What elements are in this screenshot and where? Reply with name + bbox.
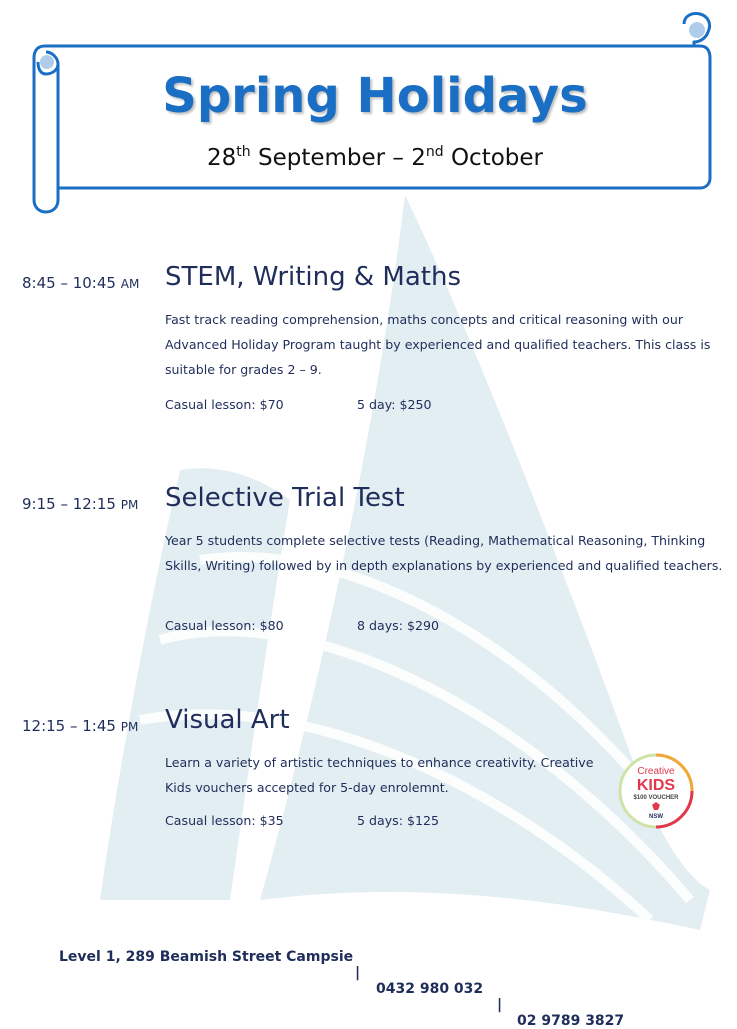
casual-price: Casual lesson: $80 — [165, 618, 284, 633]
session-time — [22, 495, 162, 513]
start-day: 28 — [207, 145, 237, 171]
session-selective — [0, 483, 737, 643]
creative-kids-badge — [617, 752, 695, 830]
footer-separator: | — [497, 997, 503, 1013]
footer-separator: | — [355, 965, 361, 981]
start-day-suffix: th — [236, 144, 251, 160]
badge-line1: Creative — [637, 766, 675, 777]
footer-phone-mobile[interactable]: 0432 980 032 — [376, 981, 484, 997]
session-title: STEM, Writing & Maths — [165, 262, 462, 292]
footer-phone-landline[interactable]: 02 9789 3827 — [517, 1013, 625, 1029]
start-month: September — [257, 145, 386, 171]
casual-price: Casual lesson: $35 — [165, 813, 284, 828]
session-ampm: AM — [120, 277, 140, 291]
session-title: Visual Art — [165, 705, 290, 735]
footer-contact — [0, 933, 737, 1029]
session-ampm: PM — [120, 720, 139, 734]
footer-address: Level 1, 289 Beamish Street Campsie — [59, 949, 354, 965]
casual-price: Casual lesson: $70 — [165, 397, 284, 412]
end-day: 2 — [411, 145, 426, 171]
session-ampm: PM — [120, 498, 139, 512]
end-day-suffix: nd — [425, 144, 444, 160]
session-description: Learn a variety of artistic techniques to enhance creativity. Creative Kids vouchers accepted for 5-day enrolemnt. — [165, 755, 594, 795]
session-time-range: 9:15 – 12:15 — [22, 495, 116, 513]
badge-line4: NSW — [649, 814, 663, 820]
date-separator: – — [392, 145, 404, 171]
page-title: Spring Holidays — [162, 68, 588, 124]
package-price: 5 days: $125 — [357, 813, 440, 828]
badge-line3: $100 VOUCHER — [633, 795, 679, 801]
session-description: Year 5 students complete selective tests (Reading, Mathematical Reasoning, Thinking Skills, Writing) followed by in depth explanations by experienced and qualified teachers. — [165, 533, 723, 573]
date-range — [60, 145, 690, 171]
session-time-range: 8:45 – 10:45 — [22, 274, 116, 292]
session-time — [22, 717, 162, 735]
session-title: Selective Trial Test — [165, 483, 405, 513]
session-description: Fast track reading comprehension, maths concepts and critical reasoning with our Advanced Holiday Program taught by experienced and qualified teachers. This class is suitable for grades 2 – 9. — [165, 312, 711, 377]
package-price: 8 days: $290 — [357, 618, 440, 633]
package-price: 5 day: $250 — [357, 397, 432, 412]
session-time-range: 12:15 – 1:45 — [22, 717, 116, 735]
session-stem — [0, 262, 737, 422]
session-time — [22, 274, 162, 292]
badge-line2: KIDS — [636, 777, 676, 794]
end-month: October — [450, 145, 543, 171]
